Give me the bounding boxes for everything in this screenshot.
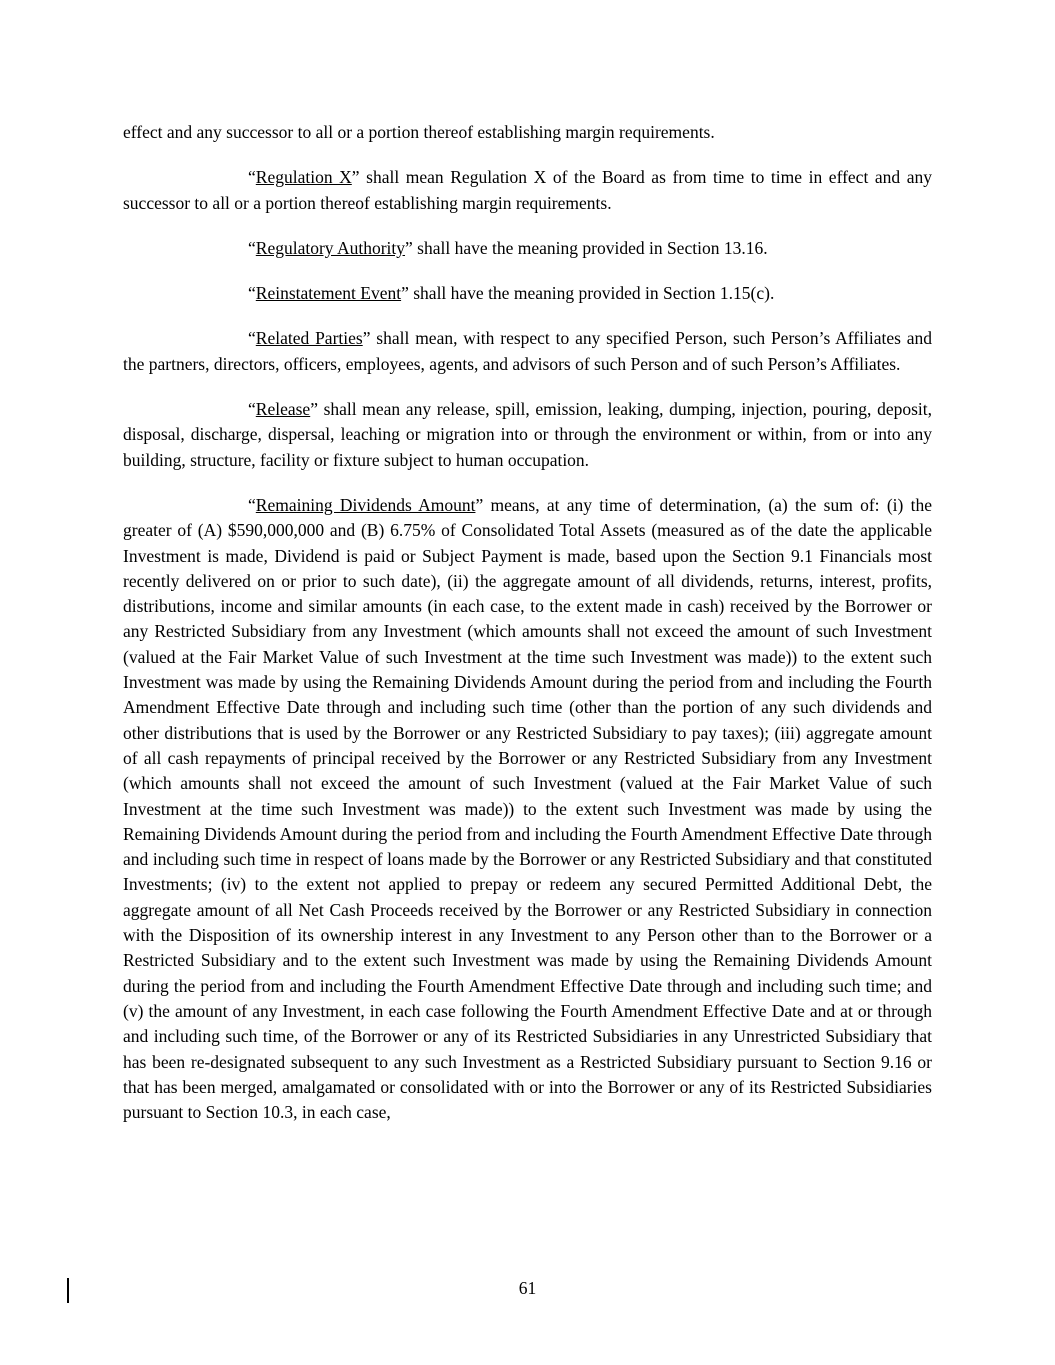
defined-term: Reinstatement Event [255, 283, 402, 304]
paragraph-text: “ [248, 494, 256, 515]
page-number: 61 [518, 1278, 537, 1298]
paragraph-text: “ [248, 283, 256, 304]
paragraph-text: ” shall mean any release, spill, emission, leaking, dumping, injection, pouring, deposit, disposal, discharge, dispersal, leaching or migration into or through the environment or within, from or into any building, structure, facility or fixture subject to human occupation. [123, 399, 932, 470]
paragraph-text: ” shall mean Regulation X of the Board as from time to time in effect and any successor to all or a portion thereof establishing margin requirements. [123, 167, 932, 213]
paragraph-text: “ [248, 399, 256, 420]
paragraph [123, 281, 932, 306]
defined-term: Release [255, 399, 311, 420]
paragraph [123, 120, 932, 145]
paragraph [123, 165, 932, 216]
paragraph-text: ” means, at any time of determination, (a) the sum of: (i) the greater of (A) $590,000,000 and (B) 6.75% of Consolidated Total Assets (measured as of the date the applicable Investment is made, Dividend is paid or Subject Payment is made, based upon the Section 9.1 Financials most recently delivered on or prior to such date), (ii) the aggregate amount of all dividends, returns, interest, profits, distributions, income and similar amounts (in each case, to the extent made in cash) received by the Borrower or any Restricted Subsidiary from any Investment (which amounts shall not exceed the amount of such Investment (valued at the Fair Market Value of such Investment at the time such Investment was made)) to the extent such Investment was made by using the Remaining Dividends Amount during the period from and including the Fourth Amendment Effective Date through and including such time (other than the portion of any such dividends and other distributions that is used by the Borrower or any Restricted Subsidiary to pay taxes); (iii) aggregate amount of all cash repayments of principal received by the Borrower or any Restricted Subsidiary from any Investment (which amounts shall not exceed the amount of such Investment (valued at the Fair Market Value of such Investment at the time such Investment was made)) to the extent such Investment was made by using the Remaining Dividends Amount during the period from and including the Fourth Amendment Effective Date through and including such time in respect of loans made by the Borrower or any Restricted Subsidiary and that constituted Investments; (iv) to the extent not applied to prepay or redeem any secured Permitted Additional Debt, the aggregate amount of all Net Cash Proceeds received by the Borrower or any Restricted Subsidiary in connection with the Disposition of its ownership interest in any Investment to any Person other than to the Borrower or a Restricted Subsidiary and to the extent such Investment was made by using the Remaining Dividends Amount during the period from and including the Fourth Amendment Effective Date through and including such time; and (v) the amount of any Investment, in each case following the Fourth Amendment Effective Date and at or through and including such time, of the Borrower or any of its Restricted Subsidiaries in any Unrestricted Subsidiary that has been re-designated subsequent to any such Investment as a Restricted Subsidiary pursuant to Section 9.16 or that has been merged, amalgamated or consolidated with or into the Borrower or any of its Restricted Subsidiaries pursuant to Section 10.3, in each case, [123, 494, 932, 1123]
paragraph-text: ” shall mean, with respect to any specified Person, such Person’s Affiliates and the partners, directors, officers, employees, agents, and advisors of such Person and of such Person’s Affiliates. [123, 328, 932, 374]
paragraph-text: ” shall have the meaning provided in Section 13.16. [405, 237, 768, 258]
paragraph [123, 493, 932, 1125]
paragraph [123, 326, 932, 377]
defined-term: Regulatory Authority [255, 237, 406, 258]
defined-term: Regulation X [255, 167, 352, 188]
paragraph [123, 397, 932, 473]
paragraph-text: ” shall have the meaning provided in Section 1.15(c). [401, 283, 775, 304]
paragraph-text: “ [248, 237, 256, 258]
paragraph-text: “ [248, 167, 256, 188]
paragraph [123, 236, 932, 261]
defined-term: Related Parties [255, 328, 363, 349]
paragraph-text: effect and any successor to all or a portion thereof establishing margin requirements. [123, 122, 715, 142]
paragraph-text: “ [248, 328, 256, 349]
defined-term: Remaining Dividends Amount [255, 494, 476, 515]
document-body [123, 120, 932, 1145]
